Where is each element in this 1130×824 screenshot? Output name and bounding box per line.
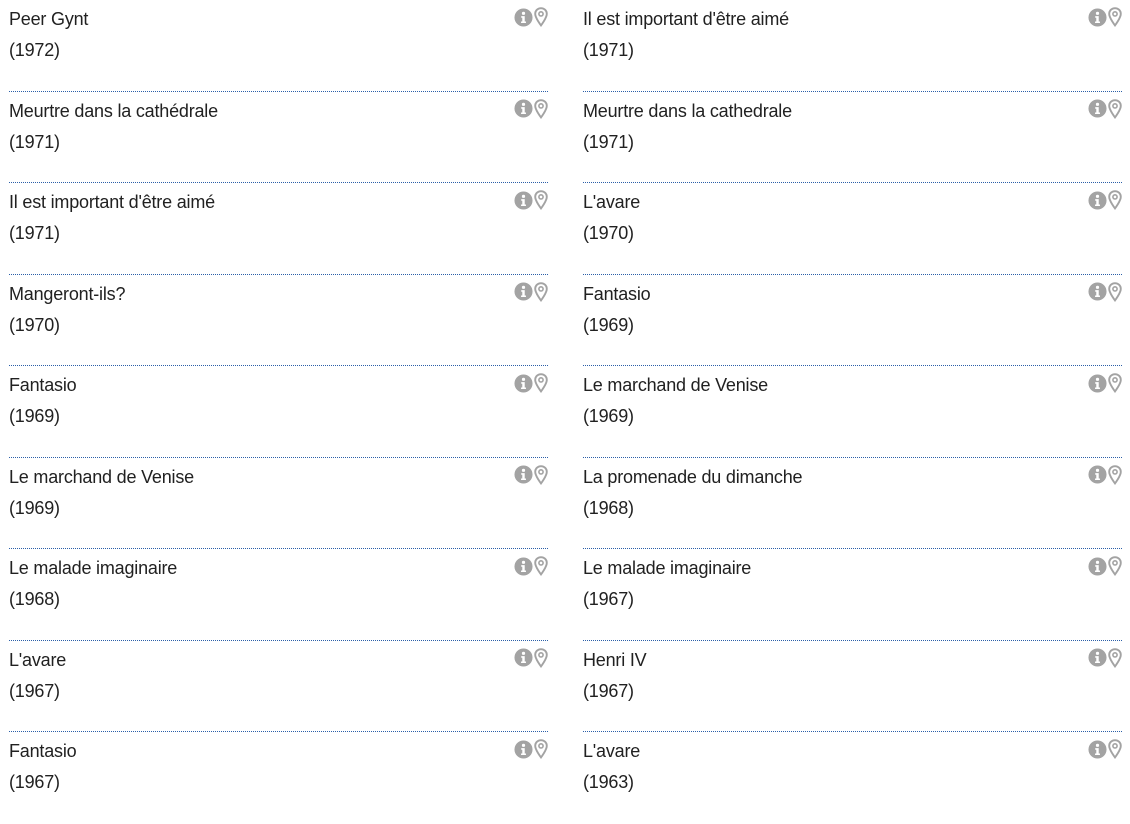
item-actions: [1088, 465, 1122, 485]
production-title: Meurtre dans la cathedrale: [583, 100, 792, 121]
info-circle-icon[interactable]: [514, 557, 533, 576]
production-title: Le marchand de Venise: [9, 466, 194, 487]
production-year: (1969): [9, 406, 60, 426]
list-item: [9, 458, 548, 550]
map-marker-icon[interactable]: [1108, 7, 1122, 27]
list-item: [583, 366, 1122, 458]
list-item: [9, 366, 548, 458]
info-circle-icon[interactable]: [514, 191, 533, 210]
info-circle-icon[interactable]: [1088, 648, 1107, 667]
production-year: (1969): [9, 497, 60, 518]
map-marker-icon[interactable]: [534, 373, 548, 393]
production-year: (1969): [583, 314, 634, 335]
info-circle-icon[interactable]: [1088, 465, 1107, 484]
item-actions: [1088, 739, 1122, 759]
map-marker-icon[interactable]: [534, 556, 548, 576]
list-item: [9, 183, 548, 275]
map-marker-icon[interactable]: [534, 190, 548, 210]
item-actions: [1088, 99, 1122, 119]
production-title: Fantasio: [9, 375, 77, 395]
info-circle-icon[interactable]: [1088, 557, 1107, 576]
production-title: L'avare: [583, 192, 641, 212]
production-year: (1971): [9, 223, 60, 243]
item-actions: [514, 373, 548, 393]
item-actions: [514, 556, 548, 576]
list-item: [9, 732, 548, 824]
map-marker-icon[interactable]: [1108, 465, 1122, 485]
item-actions: [1088, 648, 1122, 668]
list-item: [583, 92, 1122, 184]
production-title: L'avare: [583, 741, 641, 761]
list-item: [583, 641, 1122, 733]
map-marker-icon[interactable]: [534, 282, 548, 302]
item-actions: [514, 739, 548, 759]
info-circle-icon[interactable]: [1088, 191, 1107, 210]
map-marker-icon[interactable]: [534, 7, 548, 27]
production-year: (1969): [583, 406, 634, 426]
production-year: (1968): [9, 589, 60, 609]
production-year: (1967): [9, 772, 60, 792]
production-year: (1967): [583, 680, 634, 701]
production-title: Fantasio: [9, 741, 77, 761]
production-year: (1971): [583, 40, 634, 60]
production-year: (1963): [583, 772, 634, 792]
map-marker-icon[interactable]: [1108, 373, 1122, 393]
info-circle-icon[interactable]: [1088, 99, 1107, 118]
info-circle-icon[interactable]: [514, 282, 533, 301]
production-title: Il est important d'être aimé: [9, 192, 215, 212]
production-year: (1968): [583, 497, 634, 518]
item-actions: [514, 7, 548, 27]
production-title: Fantasio: [583, 283, 651, 304]
item-actions: [514, 648, 548, 668]
map-marker-icon[interactable]: [1108, 282, 1122, 302]
production-year: (1972): [9, 40, 60, 60]
info-circle-icon[interactable]: [514, 648, 533, 667]
map-marker-icon[interactable]: [1108, 99, 1122, 119]
list-item: [9, 92, 548, 184]
list-item: [583, 0, 1122, 92]
production-title: Peer Gynt: [9, 9, 89, 29]
info-circle-icon[interactable]: [1088, 740, 1107, 759]
production-year: (1971): [9, 131, 60, 152]
info-circle-icon[interactable]: [514, 99, 533, 118]
map-marker-icon[interactable]: [534, 648, 548, 668]
list-item: [583, 458, 1122, 550]
info-circle-icon[interactable]: [514, 740, 533, 759]
list-item: [9, 275, 548, 367]
map-marker-icon[interactable]: [534, 739, 548, 759]
item-actions: [1088, 190, 1122, 210]
map-marker-icon[interactable]: [1108, 739, 1122, 759]
right-column: [583, 0, 1122, 824]
map-marker-icon[interactable]: [534, 465, 548, 485]
production-year: (1970): [583, 223, 634, 243]
item-actions: [514, 465, 548, 485]
map-marker-icon[interactable]: [1108, 648, 1122, 668]
map-marker-icon[interactable]: [1108, 556, 1122, 576]
production-title: Le malade imaginaire: [583, 558, 752, 578]
list-item: [583, 549, 1122, 641]
left-column: [9, 0, 548, 824]
production-year: (1967): [9, 680, 60, 701]
production-title: La promenade du dimanche: [583, 466, 803, 487]
production-title: Il est important d'être aimé: [583, 9, 789, 29]
list-item: [9, 0, 548, 92]
list-item: [583, 183, 1122, 275]
production-year: (1971): [583, 131, 634, 152]
item-actions: [1088, 556, 1122, 576]
item-actions: [1088, 7, 1122, 27]
production-title: Mangeront-ils?: [9, 283, 126, 304]
info-circle-icon[interactable]: [514, 8, 533, 27]
production-title: Le malade imaginaire: [9, 558, 178, 578]
production-year: (1967): [583, 589, 634, 609]
map-marker-icon[interactable]: [1108, 190, 1122, 210]
info-circle-icon[interactable]: [1088, 282, 1107, 301]
production-title: Le marchand de Venise: [583, 375, 768, 395]
production-title: L'avare: [9, 649, 67, 670]
production-title: Meurtre dans la cathédrale: [9, 100, 218, 121]
list-item: [583, 732, 1122, 824]
item-actions: [514, 99, 548, 119]
info-circle-icon[interactable]: [1088, 8, 1107, 27]
map-marker-icon[interactable]: [534, 99, 548, 119]
item-actions: [1088, 373, 1122, 393]
info-circle-icon[interactable]: [514, 374, 533, 393]
production-title: Henri IV: [583, 649, 647, 670]
item-actions: [514, 190, 548, 210]
info-circle-icon[interactable]: [1088, 374, 1107, 393]
item-actions: [1088, 282, 1122, 302]
list-item: [583, 275, 1122, 367]
item-actions: [514, 282, 548, 302]
info-circle-icon[interactable]: [514, 465, 533, 484]
list-item: [9, 641, 548, 733]
production-year: (1970): [9, 314, 60, 335]
list-item: [9, 549, 548, 641]
